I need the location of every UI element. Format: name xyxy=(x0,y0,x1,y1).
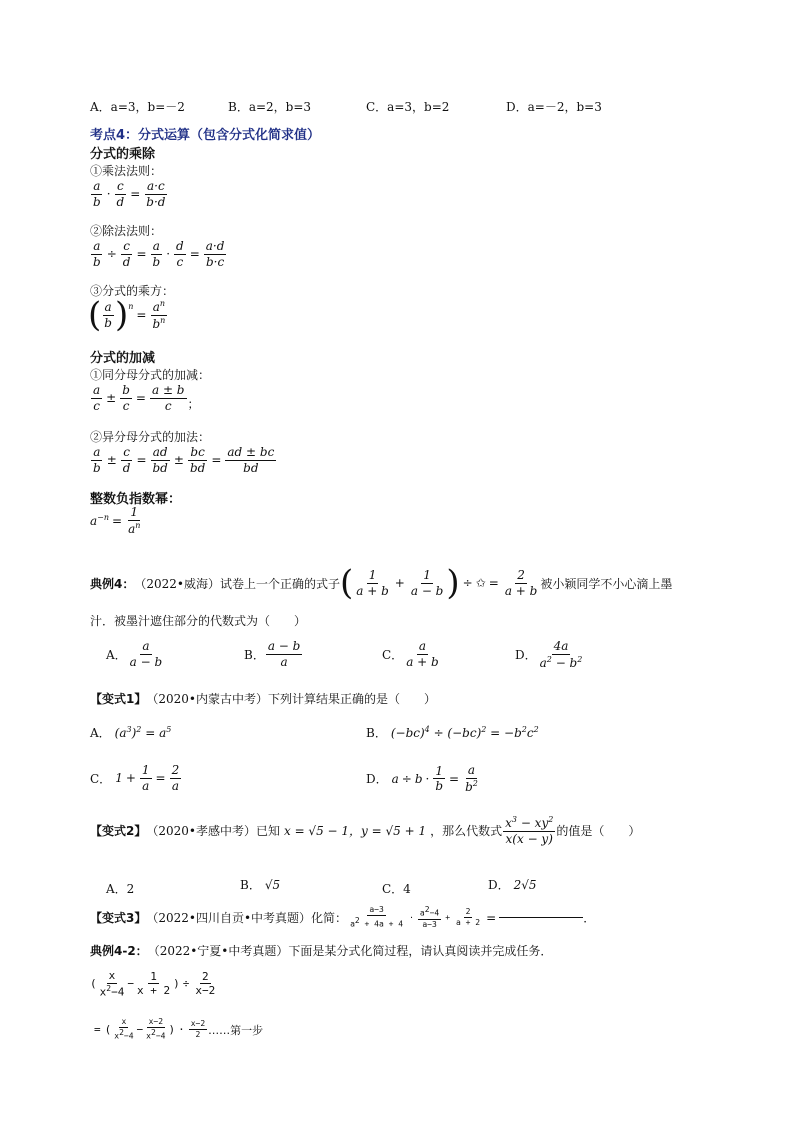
add-sub-title: 分式的加减 xyxy=(90,351,156,366)
variant2-option-b: B． √5 xyxy=(240,877,281,892)
variant2-option-a: A．2 xyxy=(106,882,135,896)
example42-step1: = ( $\frac{x}{x^2-4}$ − $\frac{x-2}{x^2-4}$ ) · $\frac{x-2}{2}$ ……第一步 xyxy=(94,1017,264,1042)
option-c: C．a=3，b=2 xyxy=(366,100,450,114)
variant1-option-b: B． $(-bc)^4 \div (-bc)^2 = -b^2c^2$ xyxy=(366,725,539,740)
mul-div-title: 分式的乘除 xyxy=(90,147,156,162)
answer-blank[interactable] xyxy=(499,917,583,918)
option-a: A．a=3，b=－2 xyxy=(90,100,185,114)
negative-exponent-label: 整数负指数幂： xyxy=(90,492,182,507)
example4-source: （2022•威海）试卷上一个正确的式子 xyxy=(134,576,340,591)
example4-label: 典例4： xyxy=(90,576,135,591)
example4-line2: 汁．被墨汁遮住部分的代数式为（ ） xyxy=(90,614,307,628)
div-rule-label: ②除法法则： xyxy=(90,224,163,238)
star-icon: ✩ xyxy=(475,576,486,590)
example4-question xyxy=(90,563,673,603)
variant2-label: 【变式2】 xyxy=(90,824,147,839)
example4-option-a: A． $\frac{a}{a - b}$ xyxy=(106,639,163,669)
div-rule-formula: $\frac{a}{b}$ ÷ $\frac{c}{d}$ = $\frac{a}{b}$ · $\frac{d}{c}$ = $\frac{a\cdot d}{b\cdot c}$ xyxy=(93,239,225,269)
variant1-question xyxy=(90,690,436,707)
power-rule-label: ③分式的乘方： xyxy=(90,284,175,298)
example42-expression: ( $\frac{x}{x^2-4}$ − $\frac{1}{x + 2}$ ) ÷ $\frac{2}{x-2}$ xyxy=(90,969,216,999)
same-denominator-formula: $\frac{a}{c}$ ± $\frac{b}{c}$ = $\frac{a \pm b}{c}$ ； xyxy=(93,383,200,413)
variant1-label: 【变式1】 xyxy=(90,692,147,706)
negative-exponent-formula: $a^{-n}$ = $\frac{1}{a^n}$ xyxy=(90,505,141,536)
example4-option-b: B． $\frac{a - b}{a}$ xyxy=(244,639,301,669)
variant1-option-a: A． $(a^3)^2 = a^5$ xyxy=(90,725,172,740)
variant2-option-d: D． 2√5 xyxy=(488,877,537,892)
option-b: B．a=2，b=3 xyxy=(228,100,312,114)
variant3-label: 【变式3】 xyxy=(90,911,147,926)
diff-denominator-formula: $\frac{a}{b}$ ± $\frac{c}{d}$ = $\frac{ad}{bd}$ ± $\frac{bc}{bd}$ = $\frac{ad \pm bc}{bd}$ xyxy=(93,445,275,475)
option-d: D．a=－2，b=3 xyxy=(506,100,602,114)
section-title: 考点4：分式运算（包含分式化简求值） xyxy=(90,128,321,143)
variant2-option-c: C．4 xyxy=(382,882,411,896)
example42-label: 典例4-2： xyxy=(90,944,148,958)
example42-question: 典例4-2： （2022•宁夏•中考真题）下面是某分式化简过程，请认真阅读并完成任务． xyxy=(90,944,553,958)
same-denominator-label: ①同分母分式的加减： xyxy=(90,368,211,382)
power-rule-formula: ( $\frac{a}{b}$ ) $^n$ = $\frac{a^n}{b^n}$ xyxy=(88,295,166,335)
variant2-question: 【变式2】 （2020•孝感中考）已知 x = √5 − 1，y = √5 + 1 ，那么代数式 $\frac{x^3 - xy^2}{x(x - y)}$ 的值是（ ） xyxy=(90,815,641,846)
example4-option-d: D． $\frac{4a}{a^2 - b^2}$ xyxy=(515,639,583,670)
variant3-question: 【变式3】 （2022•四川自贡•中考真题）化简： $\frac{a-3}{a^2 + 4a + 4}$ · $\frac{a^2-4}{a-3}$ + $\frac{2}{a + 2}$ = ． xyxy=(90,905,596,930)
mul-rule-label: ①乘法法则： xyxy=(90,164,163,178)
variant1-option-d: D． a ÷ b · $\frac{1}{b}$ = $\frac{a}{b^2}$ xyxy=(366,763,478,794)
variant1-option-c: C． 1 + $\frac{1}{a}$ = $\frac{2}{a}$ xyxy=(90,763,180,793)
example4-option-c: C． $\frac{a}{a + b}$ xyxy=(382,639,439,669)
example4-formula: ( $\frac{1}{a + b}$ + $\frac{1}{a - b}$ ) ÷ ✩ = $\frac{2}{a + b}$ xyxy=(339,563,538,603)
diff-denominator-label: ②异分母分式的加法： xyxy=(90,430,211,444)
mul-rule-formula: $\frac{a}{b}$ · $\frac{c}{d}$ = $\frac{a\cdot c}{b\cdot d}$ xyxy=(93,179,166,209)
variant1-text: （2020•内蒙古中考）下列计算结果正确的是（ ） xyxy=(146,692,436,706)
example4-tail: 被小颖同学不小心滴上墨 xyxy=(540,576,673,591)
